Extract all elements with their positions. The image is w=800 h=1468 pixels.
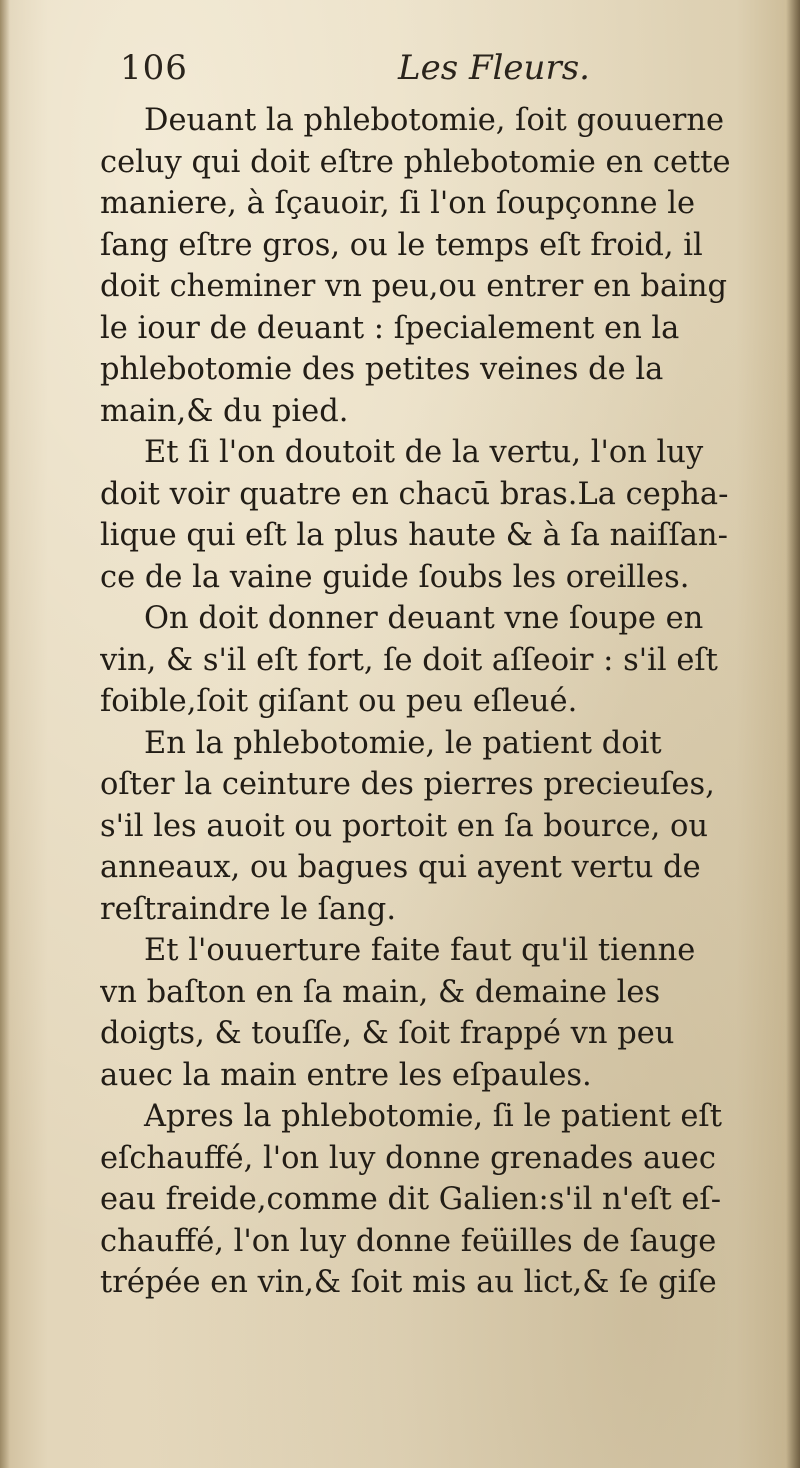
text-line: ſang eſtre gros, ou le temps eſt froid, il — [100, 227, 703, 263]
text-line: phlebotomie des petites veines de la — [100, 352, 664, 387]
text-line: doit cheminer vn peu,ou entrer en baing — [100, 269, 728, 304]
body-text — [100, 100, 788, 1460]
text-line: s'il les auoit ou portoit en ſa bource, ou — [100, 808, 708, 844]
text-line: ce de la vaine guide ſoubs les oreilles. — [100, 559, 690, 595]
text-line: eau freide,comme dit Galien:s'il n'eſt eſ- — [100, 1182, 722, 1217]
text-line: foible,ſoit giſant ou peu eſleué. — [100, 684, 578, 719]
text-line: doit voir quatre en chacū bras.La cepha- — [100, 476, 729, 512]
text-line: vin, & s'il eſt fort, ſe doit aſſeoir : s'il eſt — [100, 642, 718, 678]
text-line: Deuant la phlebotomie, ſoit gouuerne — [144, 103, 725, 138]
text-line: oſter la ceinture des pierres precieuſes, — [100, 767, 715, 802]
page-number: 106 — [120, 48, 188, 88]
page-edge-right-shadow — [786, 0, 800, 1468]
text-line: lique qui eſt la plus haute & à ſa naiſſan- — [100, 518, 728, 553]
text-line: reſtraindre le ſang. — [100, 891, 397, 927]
text-line: le iour de deuant : ſpecialement en la — [100, 310, 680, 346]
text-line: Apres la phlebotomie, ſi le patient eſt — [144, 1099, 722, 1134]
text-line: main,& du pied. — [100, 393, 349, 429]
text-line: doigts, & touſſe, & ſoit frappé vn peu — [100, 1016, 675, 1051]
text-line: trépée en vin,& ſoit mis au lict,& ſe giſe — [100, 1265, 717, 1300]
text-line: eſchauffé, l'on luy donne grenades auec — [100, 1140, 716, 1176]
text-line: Et ſi l'on doutoit de la vertu, l'on luy — [144, 435, 704, 470]
text-line: vn baſton en ſa main, & demaine les — [100, 974, 661, 1010]
text-line: chauffé, l'on luy donne feüilles de ſauge — [100, 1223, 717, 1259]
text-line: celuy qui doit eſtre phlebotomie en cette — [100, 144, 731, 180]
page-header — [120, 48, 590, 98]
text-line: maniere, à ſçauoir, ſi l'on ſoupçonne le — [100, 186, 696, 221]
running-title: Les Fleurs. — [398, 48, 590, 88]
text-line: auec la main entre les eſpaules. — [100, 1057, 592, 1093]
text-line: anneaux, ou bagues qui ayent vertu de — [100, 850, 701, 885]
text-line: En la phlebotomie, le patient doit — [144, 725, 662, 761]
text-line: Et l'ouuerture faite faut qu'il tienne — [144, 933, 696, 968]
text-line: On doit donner deuant vne ſoupe en — [144, 601, 704, 636]
page-edge-left-shadow — [0, 0, 10, 1468]
